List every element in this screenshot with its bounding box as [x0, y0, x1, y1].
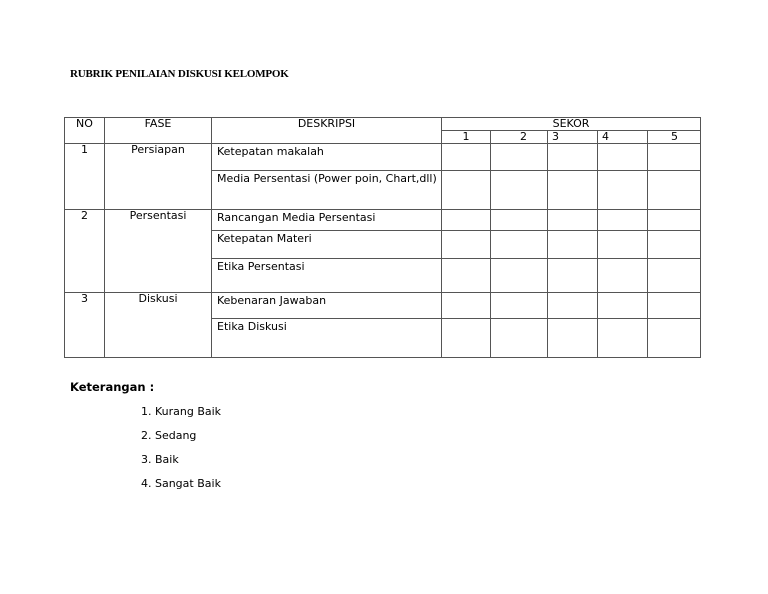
score-cell[interactable]: [442, 293, 491, 319]
score-cell[interactable]: [648, 293, 701, 319]
score-cell[interactable]: [491, 259, 548, 293]
row-description: Etika Diskusi: [212, 319, 442, 358]
legend-title: Keterangan :: [70, 380, 155, 394]
score-cell[interactable]: [491, 210, 548, 231]
score-cell[interactable]: [442, 259, 491, 293]
legend-item: 1. Kurang Baik: [141, 405, 222, 418]
header-fase: FASE: [105, 118, 212, 144]
score-cell[interactable]: [598, 259, 648, 293]
score-cell[interactable]: [648, 259, 701, 293]
score-header: 4: [598, 131, 648, 144]
score-cell[interactable]: [598, 231, 648, 259]
table-row: [65, 210, 701, 231]
score-cell[interactable]: [491, 293, 548, 319]
score-cell[interactable]: [491, 144, 548, 171]
score-cell[interactable]: [442, 210, 491, 231]
row-description: Kebenaran Jawaban: [212, 293, 442, 319]
legend-item: 3. Baik: [141, 453, 179, 466]
row-number: 3: [65, 293, 105, 358]
score-cell[interactable]: [598, 144, 648, 171]
row-number: 1: [65, 144, 105, 210]
row-phase: Persentasi: [105, 210, 212, 293]
score-cell[interactable]: [598, 171, 648, 210]
score-cell[interactable]: [491, 171, 548, 210]
score-cell[interactable]: [548, 210, 598, 231]
score-cell[interactable]: [442, 231, 491, 259]
row-number: 2: [65, 210, 105, 293]
row-description: Ketepatan makalah: [212, 144, 442, 171]
row-description: Ketepatan Materi: [212, 231, 442, 259]
score-cell[interactable]: [442, 144, 491, 171]
header-sekor: SEKOR: [442, 118, 701, 131]
score-cell[interactable]: [598, 319, 648, 358]
score-header: 5: [648, 131, 701, 144]
rubric-table: [64, 117, 701, 358]
score-cell[interactable]: [548, 293, 598, 319]
score-cell[interactable]: [442, 171, 491, 210]
score-cell[interactable]: [491, 231, 548, 259]
legend-item: 4. Sangat Baik: [141, 477, 221, 490]
score-cell[interactable]: [648, 231, 701, 259]
score-cell[interactable]: [598, 210, 648, 231]
score-header: 2: [491, 131, 548, 144]
header-deskripsi: DESKRIPSI: [212, 118, 442, 144]
row-description: Etika Persentasi: [212, 259, 442, 293]
score-cell[interactable]: [491, 319, 548, 358]
score-cell[interactable]: [598, 293, 648, 319]
score-cell[interactable]: [548, 171, 598, 210]
legend-item: 2. Sedang: [141, 429, 197, 442]
table-row: [65, 144, 701, 171]
score-cell[interactable]: [648, 171, 701, 210]
score-cell[interactable]: [648, 319, 701, 358]
score-cell[interactable]: [548, 259, 598, 293]
row-description: Rancangan Media Persentasi: [212, 210, 442, 231]
row-phase: Diskusi: [105, 293, 212, 358]
score-header: 3: [548, 131, 598, 144]
score-cell[interactable]: [648, 210, 701, 231]
score-cell[interactable]: [548, 144, 598, 171]
document-title: RUBRIK PENILAIAN DISKUSI KELOMPOK: [70, 68, 289, 80]
score-cell[interactable]: [442, 319, 491, 358]
row-description: Media Persentasi (Power poin, Chart,dll): [212, 171, 442, 210]
score-cell[interactable]: [548, 319, 598, 358]
row-phase: Persiapan: [105, 144, 212, 210]
table-row: [65, 293, 701, 319]
score-header: 1: [442, 131, 491, 144]
header-no: NO: [65, 118, 105, 144]
score-cell[interactable]: [648, 144, 701, 171]
score-cell[interactable]: [548, 231, 598, 259]
